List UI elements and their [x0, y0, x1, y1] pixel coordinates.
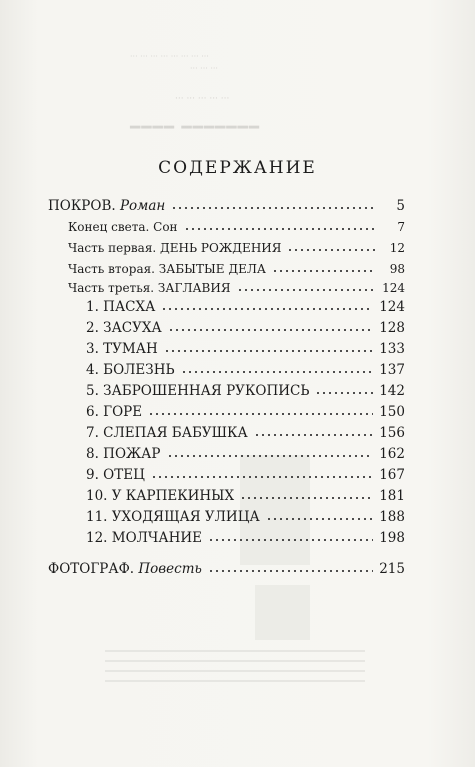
show-through-text: ━━━━ ━━━━━━━	[130, 118, 260, 138]
toc-entry[interactable]: 9. ОТЕЦ 167	[86, 467, 405, 483]
page-number: 215	[379, 561, 405, 577]
toc-entry[interactable]: ФОТОГРАФ. Повесть 215	[48, 561, 405, 577]
page-number: 124	[379, 299, 405, 315]
show-through-image	[255, 585, 310, 640]
contents-title: СОДЕРЖАНИЕ	[158, 158, 317, 178]
toc-entry[interactable]: Конец света. Сон 7	[68, 217, 405, 237]
page-number: 133	[379, 341, 405, 357]
page-number: 162	[379, 446, 405, 462]
page-number: 167	[379, 467, 405, 483]
show-through-imprint	[105, 650, 365, 688]
toc-entry[interactable]: 7. СЛЕПАЯ БАБУШКА 156	[86, 425, 405, 441]
page-number: 12	[389, 241, 405, 255]
toc-entry[interactable]: 2. ЗАСУХА 128	[86, 320, 405, 336]
toc-entry[interactable]: 5. ЗАБРОШЕННАЯ РУКОПИСЬ 142	[86, 383, 405, 399]
page-number: 198	[379, 530, 405, 546]
show-through-text: ··· ··· ···	[190, 64, 218, 73]
toc-entry[interactable]: 10. У КАРПЕКИНЫХ 181	[86, 488, 405, 504]
page-number: 188	[379, 509, 405, 525]
page-number: 124	[382, 281, 405, 295]
toc-entry[interactable]: Часть третья. ЗАГЛАВИЯ 124	[68, 278, 405, 298]
page-number: 98	[389, 262, 405, 276]
toc-entry[interactable]: 11. УХОДЯЩАЯ УЛИЦА 188	[86, 509, 405, 525]
page-number: 137	[379, 362, 405, 378]
toc-entry[interactable]: 6. ГОРЕ 150	[86, 404, 405, 420]
page-number: 7	[397, 220, 405, 234]
page-number: 142	[379, 383, 405, 399]
show-through-text: ··· ··· ··· ··· ···	[175, 94, 230, 104]
page-number: 156	[379, 425, 405, 441]
toc-entry[interactable]: 12. МОЛЧАНИЕ 198	[86, 530, 405, 546]
page-number: 5	[396, 198, 405, 214]
toc-entry[interactable]: 1. ПАСХА 124	[86, 299, 405, 315]
toc-entry[interactable]: Часть первая. ДЕНЬ РОЖДЕНИЯ 12	[68, 238, 405, 258]
page-number: 181	[379, 488, 405, 504]
show-through-text: ··· ··· ··· ··· ··· ··· ··· ···	[130, 52, 209, 61]
toc-entry[interactable]: 4. БОЛЕЗНЬ 137	[86, 362, 405, 378]
toc-entry[interactable]: Часть вторая. ЗАБЫТЫЕ ДЕЛА 98	[68, 259, 405, 279]
toc-entry[interactable]: ПОКРОВ. Роман 5	[48, 198, 405, 214]
page-number: 150	[379, 404, 405, 420]
toc-entry[interactable]: 3. ТУМАН 133	[86, 341, 405, 357]
page-number: 128	[379, 320, 405, 336]
toc-entry[interactable]: 8. ПОЖАР 162	[86, 446, 405, 462]
